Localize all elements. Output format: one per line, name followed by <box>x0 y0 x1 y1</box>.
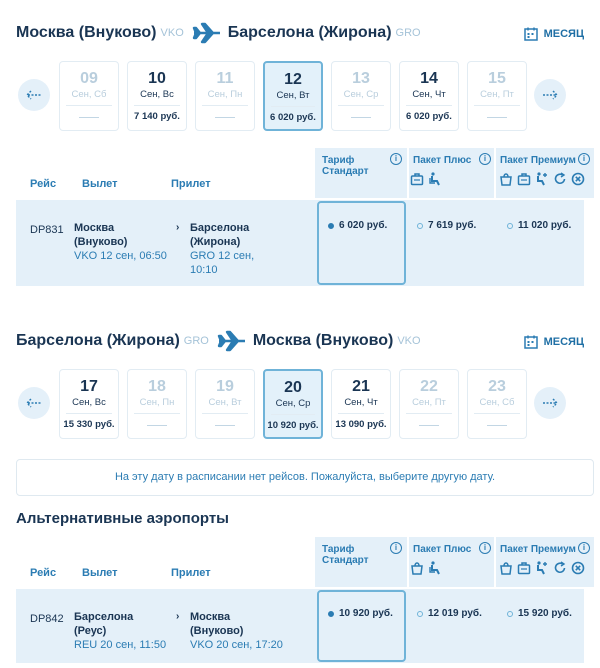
no-flights-notice: На эту дату в расписании нет рейсов. Пожалуйста, выберите другую дату. <box>16 459 594 496</box>
date-weekday: Сен, Пт <box>480 89 514 100</box>
fare-plus-icons <box>410 561 442 575</box>
arrow-right-icon <box>542 398 558 408</box>
inbound-date-card[interactable] <box>59 369 119 439</box>
outbound-to-code: GRO <box>395 27 421 39</box>
date-weekday: Сен, Вс <box>140 89 174 100</box>
divider <box>474 413 520 414</box>
fare-plus-title: Пакет Плюс <box>413 155 472 166</box>
month-label: МЕСЯЦ <box>543 28 584 40</box>
inbound-to: Москва (Внуково) <box>252 332 394 349</box>
col-header-flight: Рейс <box>30 567 57 579</box>
baggage-icon <box>410 172 424 186</box>
fare-premium-title: Пакет Премиум <box>500 155 576 166</box>
no-price-dash <box>487 117 507 118</box>
fare-plus-title: Пакет Плюс <box>413 544 472 555</box>
prev-dates-button[interactable] <box>18 79 50 111</box>
baggage-icon <box>517 561 531 575</box>
arrival-info: Москва (Внуково) VKO 20 сен, 17:20 <box>190 611 283 651</box>
fare-standard-selected[interactable] <box>317 590 406 662</box>
price-standard-option[interactable]: 10 920 руб. <box>328 608 393 619</box>
divider <box>66 105 112 106</box>
info-icon[interactable]: i <box>578 542 590 554</box>
divider <box>134 105 180 106</box>
arrow-left-icon <box>26 398 42 408</box>
date-day: 18 <box>148 378 166 395</box>
inbound-to-code: VKO <box>397 335 421 347</box>
date-weekday: Сен, Ср <box>275 398 311 409</box>
divider <box>406 413 452 414</box>
date-weekday: Сен, Чт <box>344 397 378 408</box>
fare-premium-icons <box>499 561 585 575</box>
seat-plus-icon <box>535 172 549 186</box>
col-header-arrival: Прилет <box>171 567 211 579</box>
outbound-date-card[interactable] <box>467 61 527 131</box>
no-price-dash <box>215 425 235 426</box>
alternative-airports-title: Альтернативные аэропорты <box>16 510 229 527</box>
date-day: 20 <box>284 379 302 396</box>
seat-plus-icon <box>535 561 549 575</box>
date-price: 10 920 руб. <box>267 420 319 431</box>
no-price-dash <box>79 117 99 118</box>
date-weekday: Сен, Чт <box>412 89 446 100</box>
outbound-from: Москва (Внуково) <box>16 24 157 41</box>
divider <box>474 105 520 106</box>
date-price: 6 020 руб. <box>406 111 452 122</box>
date-weekday: Сен, Сб <box>479 397 515 408</box>
outbound-date-card[interactable] <box>127 61 187 131</box>
date-day: 13 <box>352 70 370 87</box>
price-plus-option[interactable]: 7 619 руб. <box>417 220 476 231</box>
no-price-dash <box>147 425 167 426</box>
inbound-date-card[interactable] <box>399 369 459 439</box>
date-weekday: Сен, Вс <box>72 397 106 408</box>
date-weekday: Сен, Вт <box>276 90 310 101</box>
fare-standard-title: Тариф Стандарт <box>322 544 369 566</box>
radio-selected <box>328 223 334 229</box>
inbound-date-card-selected[interactable] <box>263 369 323 439</box>
inbound-date-card[interactable] <box>195 369 255 439</box>
col-header-departure: Вылет <box>82 178 118 190</box>
info-icon[interactable]: i <box>390 153 402 165</box>
no-price-dash <box>351 117 371 118</box>
divider <box>202 105 248 106</box>
cancel-circle-icon <box>571 172 585 186</box>
flight-number: DP831 <box>30 224 64 236</box>
bag-icon <box>410 561 424 575</box>
flight-number: DP842 <box>30 613 64 625</box>
date-weekday: Сен, Ср <box>343 89 379 100</box>
seat-icon <box>428 172 442 186</box>
fare-premium-title: Пакет Премиум <box>500 544 576 555</box>
refresh-icon <box>553 172 567 186</box>
prev-dates-button[interactable] <box>18 387 50 419</box>
divider <box>202 413 248 414</box>
date-weekday: Сен, Пт <box>412 397 446 408</box>
next-dates-button[interactable] <box>534 79 566 111</box>
calendar-icon <box>524 27 538 41</box>
price-standard-option[interactable]: 6 020 руб. <box>328 220 387 231</box>
departure-info: Барселона (Реус) REU 20 сен, 11:50 <box>74 611 167 651</box>
fare-standard-title: Тариф Стандарт <box>322 155 369 177</box>
month-label: МЕСЯЦ <box>543 336 584 348</box>
bag-icon <box>499 172 513 186</box>
date-day: 14 <box>420 70 438 87</box>
radio <box>417 223 423 229</box>
outbound-to: Барселона (Жирона) <box>227 24 392 41</box>
price-premium-option[interactable]: 15 920 руб. <box>507 608 572 619</box>
info-icon[interactable]: i <box>390 542 402 554</box>
date-price: 6 020 руб. <box>270 112 316 123</box>
info-icon[interactable]: i <box>479 542 491 554</box>
date-day: 23 <box>488 378 506 395</box>
divider <box>338 105 384 106</box>
divider <box>406 105 452 106</box>
date-day: 19 <box>216 378 234 395</box>
next-dates-button[interactable] <box>534 387 566 419</box>
radio <box>507 223 513 229</box>
outbound-date-card[interactable] <box>59 61 119 131</box>
price-plus-option[interactable]: 12 019 руб. <box>417 608 482 619</box>
date-weekday: Сен, Пн <box>139 397 175 408</box>
radio <box>417 611 423 617</box>
outbound-route-title <box>16 22 421 44</box>
no-price-dash <box>419 425 439 426</box>
divider <box>66 413 112 414</box>
date-weekday: Сен, Пн <box>207 89 243 100</box>
departure-info: Москва (Внуково) VKO 12 сен, 06:50 <box>74 222 167 262</box>
divider <box>271 106 315 107</box>
fare-plus-icons <box>410 172 442 186</box>
arrow-left-icon <box>26 90 42 100</box>
baggage-icon <box>517 172 531 186</box>
col-header-arrival: Прилет <box>171 178 211 190</box>
outbound-from-code: VKO <box>160 27 184 39</box>
date-day: 17 <box>80 378 98 395</box>
inbound-date-card[interactable] <box>467 369 527 439</box>
date-day: 15 <box>488 70 506 87</box>
arrival-info: Барселона (Жирона) GRO 12 сен, 10:10 <box>190 222 255 276</box>
divider <box>271 414 315 415</box>
col-header-departure: Вылет <box>82 567 118 579</box>
date-day: 11 <box>216 70 234 87</box>
plane-icon <box>217 330 247 352</box>
price-premium-option[interactable]: 11 020 руб. <box>507 220 571 231</box>
no-price-dash <box>215 117 235 118</box>
fare-standard-selected[interactable] <box>317 201 406 285</box>
inbound-route-title <box>16 330 421 352</box>
radio <box>507 611 513 617</box>
inbound-from-code: GRO <box>183 335 209 347</box>
calendar-icon <box>524 335 538 349</box>
date-day: 10 <box>148 70 166 87</box>
no-price-dash <box>487 425 507 426</box>
date-price: 13 090 руб. <box>335 419 387 430</box>
inbound-date-card[interactable] <box>127 369 187 439</box>
date-day: 22 <box>420 378 438 395</box>
divider <box>338 413 384 414</box>
divider <box>134 413 180 414</box>
date-day: 21 <box>352 378 370 395</box>
cancel-circle-icon <box>571 561 585 575</box>
date-weekday: Сен, Вт <box>208 397 242 408</box>
inbound-month-button[interactable] <box>524 335 584 349</box>
outbound-date-card[interactable] <box>399 61 459 131</box>
info-icon[interactable]: i <box>578 153 590 165</box>
refresh-icon <box>553 561 567 575</box>
radio-selected <box>328 611 334 617</box>
info-icon[interactable]: i <box>479 153 491 165</box>
date-day: 09 <box>80 70 98 87</box>
outbound-date-card-selected[interactable] <box>263 61 323 131</box>
arrow-right-icon <box>542 90 558 100</box>
outbound-month-button[interactable] <box>524 27 584 41</box>
bag-icon <box>499 561 513 575</box>
inbound-from: Барселона (Жирона) <box>16 332 180 349</box>
date-day: 12 <box>284 71 302 88</box>
col-header-flight: Рейс <box>30 178 57 190</box>
seat-icon <box>428 561 442 575</box>
chevron-right-icon: › <box>176 222 180 233</box>
plane-icon <box>192 22 222 44</box>
chevron-right-icon: › <box>176 611 180 622</box>
inbound-date-card[interactable] <box>331 369 391 439</box>
date-price: 7 140 руб. <box>134 111 180 122</box>
date-weekday: Сен, Сб <box>71 89 107 100</box>
outbound-date-card[interactable] <box>331 61 391 131</box>
outbound-date-card[interactable] <box>195 61 255 131</box>
fare-premium-icons <box>499 172 585 186</box>
date-price: 15 330 руб. <box>63 419 115 430</box>
